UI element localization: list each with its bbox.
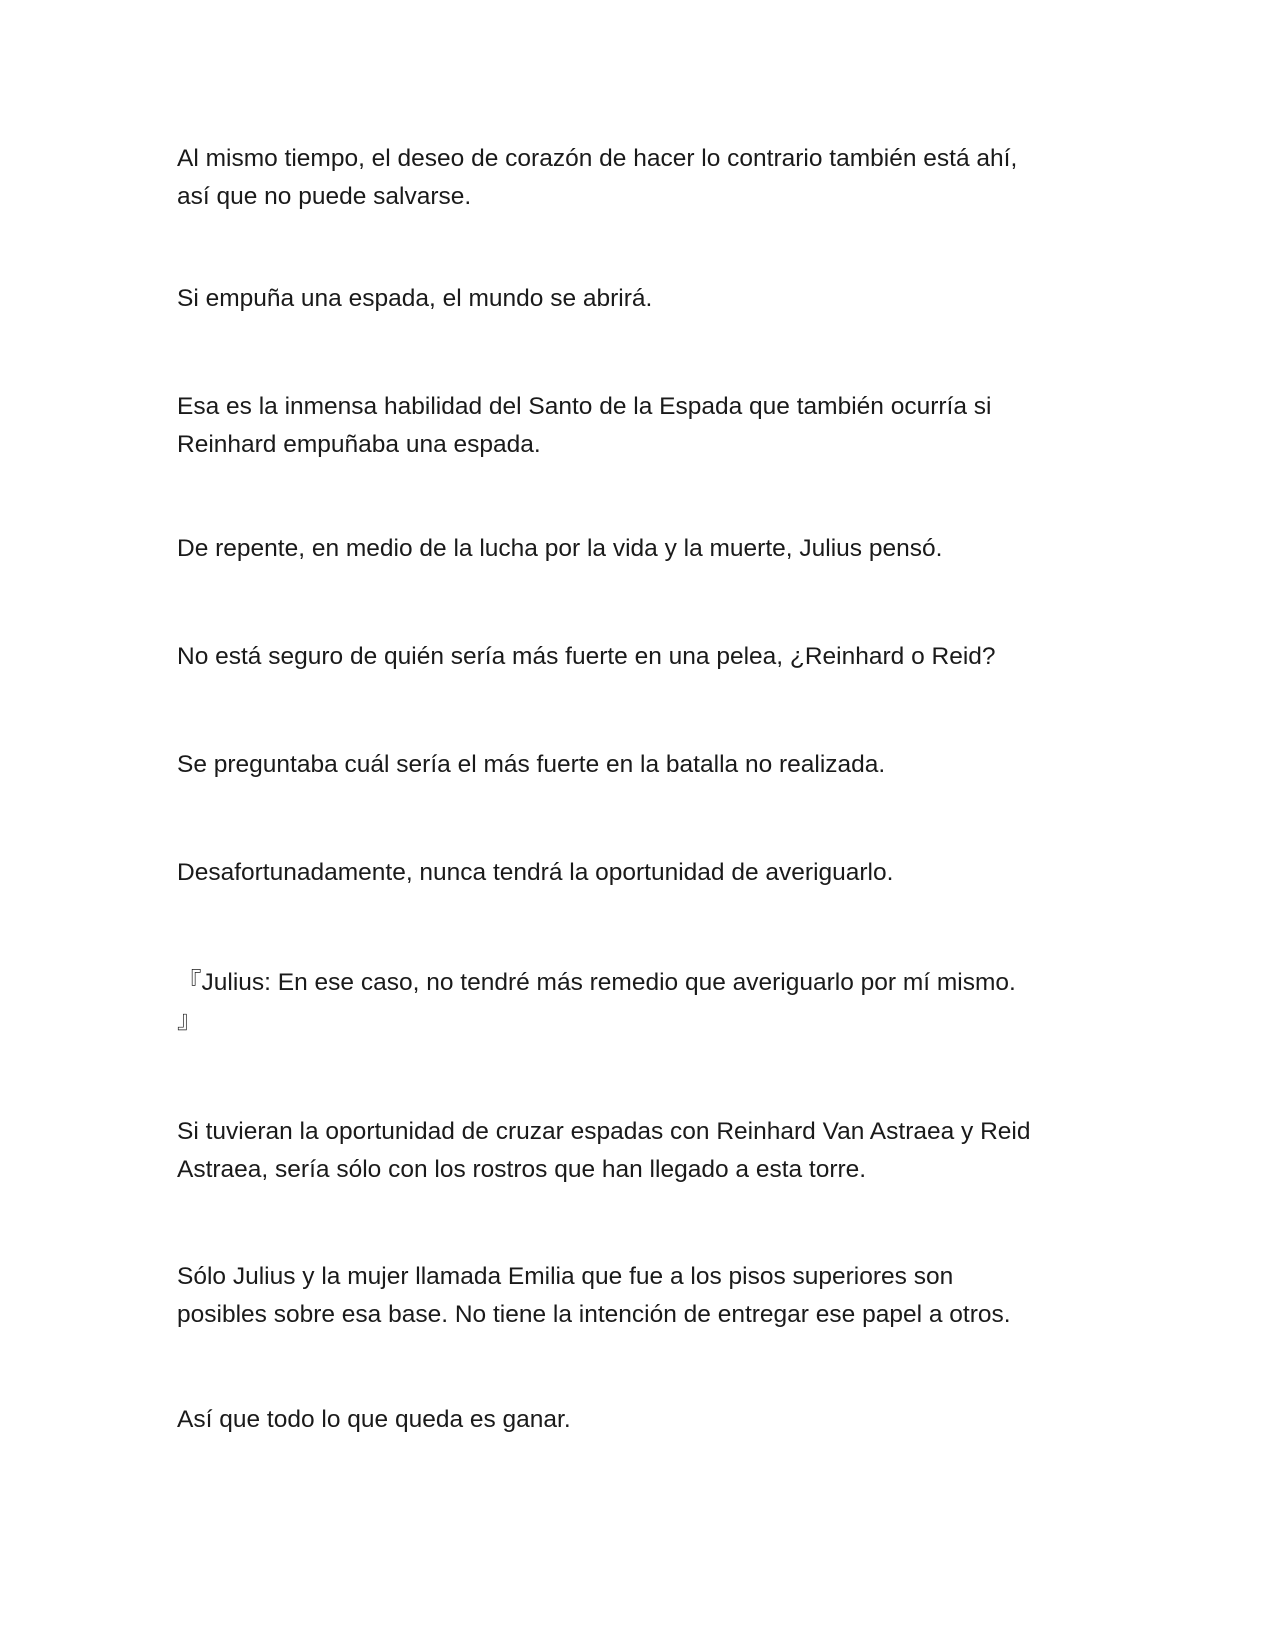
paragraph-1 — [177, 140, 1117, 216]
paragraph-5 — [177, 638, 1117, 676]
paragraph-9-line-1: Si tuvieran la oportunidad de cruzar espadas con Reinhard Van Astraea y Reid — [177, 1118, 1031, 1145]
paragraph-10-line-2: posibles sobre esa base. No tiene la intención de entregar ese papel a otros. — [177, 1301, 1011, 1328]
paragraph-4-line-1: De repente, en medio de la lucha por la vida y la muerte, Julius pensó. — [177, 535, 943, 562]
paragraph-3-line-1: Esa es la inmensa habilidad del Santo de la Espada que también ocurría si — [177, 393, 992, 420]
paragraph-2 — [177, 280, 1117, 318]
paragraph-3 — [177, 388, 1117, 464]
paragraph-6 — [177, 746, 1117, 784]
paragraph-7-line-1: Desafortunadamente, nunca tendrá la oportunidad de averiguarlo. — [177, 859, 894, 886]
paragraph-11-line-1: Así que todo lo que queda es ganar. — [177, 1406, 571, 1433]
paragraph-3-line-2: Reinhard empuñaba una espada. — [177, 431, 541, 458]
paragraph-10 — [177, 1258, 1117, 1334]
paragraph-1-line-2: así que no puede salvarse. — [177, 183, 472, 210]
paragraph-8-dialogue — [177, 964, 1117, 1040]
paragraph-7 — [177, 854, 1117, 892]
paragraph-1-line-1: Al mismo tiempo, el deseo de corazón de hacer lo contrario también está ahí, — [177, 145, 1018, 172]
paragraph-9 — [177, 1113, 1117, 1189]
paragraph-6-line-1: Se preguntaba cuál sería el más fuerte en la batalla no realizada. — [177, 751, 886, 778]
paragraph-2-line-1: Si empuña una espada, el mundo se abrirá. — [177, 285, 653, 312]
paragraph-5-line-1: No está seguro de quién sería más fuerte en una pelea, ¿Reinhard o Reid? — [177, 643, 996, 670]
paragraph-8-line-2: 』 — [177, 1007, 202, 1034]
paragraph-10-line-1: Sólo Julius y la mujer llamada Emilia que fue a los pisos superiores son — [177, 1263, 954, 1290]
paragraph-11 — [177, 1401, 1117, 1439]
paragraph-4 — [177, 530, 1117, 568]
paragraph-8-line-1: 『Julius: En ese caso, no tendré más remedio que averiguarlo por mí mismo. — [177, 969, 1016, 996]
paragraph-9-line-2: Astraea, sería sólo con los rostros que han llegado a esta torre. — [177, 1156, 867, 1183]
